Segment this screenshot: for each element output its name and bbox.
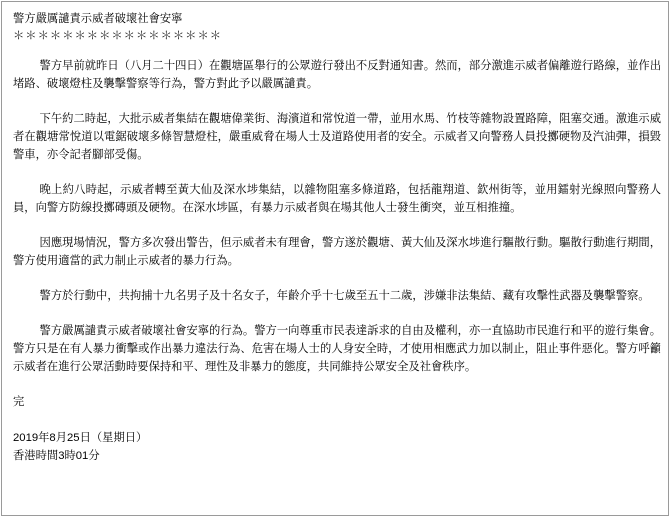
title-separator: ＊＊＊＊＊＊＊＊＊＊＊＊＊＊＊＊＊	[13, 29, 223, 42]
release-date: 2019年8月25日（星期日）	[13, 432, 148, 444]
release-time: 香港時間3時01分	[13, 450, 100, 462]
paragraph: 警方於行動中，共拘捕十九名男子及十名女子，年齡介乎十七歲至五十二歲，涉嫌非法集結、藏有攻擊性武器及襲擊警察。	[39, 289, 650, 302]
end-mark: 完	[13, 395, 25, 408]
document-frame	[1, 1, 669, 516]
paragraph: 警方早前就昨日（八月二十四日）在觀塘區舉行的公眾遊行發出不反對通知書。然而，部分激進示威者偏離遊行路線，並作出堵路、破壞燈柱及襲擊警察等行為，警方對此予以嚴厲譴責。	[13, 59, 661, 90]
press-release	[13, 10, 661, 465]
paragraph: 警方嚴厲譴責示威者破壞社會安寧的行為。警方一向尊重市民表達訴求的自由及權利，亦一直協助市民進行和平的遊行集會。警方只是在有人暴力衝擊或作出暴力違法行為、危害在場人士的人身安全時，才使用相應武力加以制止，阻止事件惡化。警方呼籲示威者在進行公眾活動時要保持和平、理性及非暴力的態度，共同維持公眾安全及社會秩序。	[13, 324, 661, 373]
paragraph: 因應現場情況，警方多次發出警告，但示威者未有理會，警方遂於觀塘、黃大仙及深水埗進行驅散行動。驅散行動進行期間，警方使用適當的武力制止示威者的暴力行為。	[13, 236, 661, 267]
paragraph: 下午約二時起，大批示威者集結在觀塘偉業街、海濱道和常悅道一帶，並用水馬、竹枝等雜物設置路障，阻塞交通。激進示威者在觀塘常悅道以電鋸破壞多條智慧燈柱，嚴重威脅在場人士及道路使用者的安全。示威者又向警務人員投擲硬物及汽油彈，損毀警車，亦令記者腳部受傷。	[13, 112, 661, 161]
press-release-title: 警方嚴厲譴責示威者破壞社會安寧	[13, 12, 183, 25]
paragraph: 晚上約八時起，示威者轉至黃大仙及深水埗集結，以雜物阻塞多條道路，包括龍翔道、欽州街等，並用鐳射光線照向警務人員，向警方防線投擲磚頭及硬物。在深水埗區，有暴力示威者與在場其他人士發生衝突，並互相推撞。	[13, 183, 661, 214]
